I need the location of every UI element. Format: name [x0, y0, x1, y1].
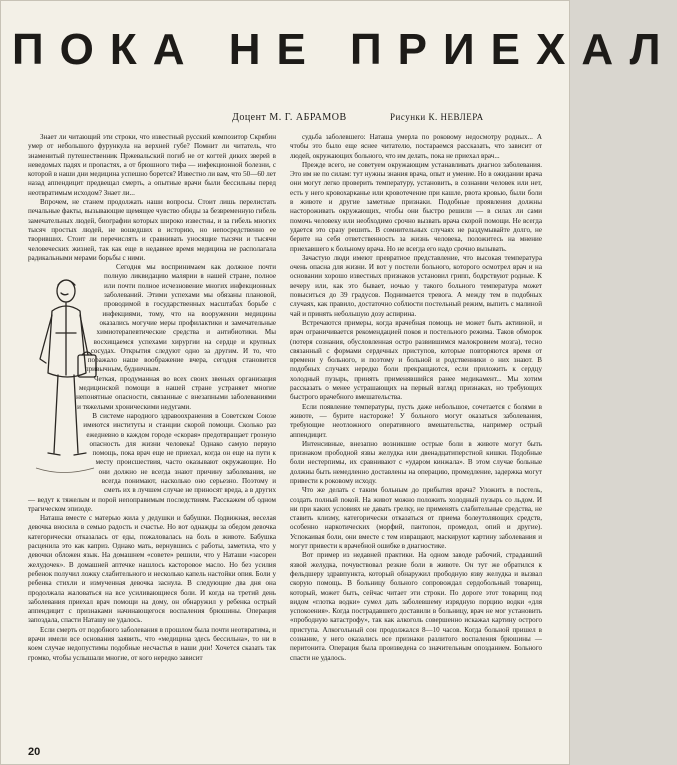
paragraph: Четкая, продуманная во всех своих звеньях организация медицинской помощи в нашей стране устраняет многие непонятные опасности, связанные с внезапными заболеваниями и тяжелыми хроническими недугами. [76, 374, 276, 411]
paragraph: Вот пример из недавней практики. На одном заводе рабочий, страдавший язвой желудка, почувствовал резкие боли в животе. Он тут же обратился к фельдшеру здравпункта, который обнаружил прободную язву желудка и вызвал скорую помощь. В больницу больного сопровождал сердобольный товарищ, который, может быть, сейчас читает эти строки. По дороге этот товарищ под видом «глотка водки» сумел дать заболевшему изрядную порцию водки «для успокоения». Когда пострадавшего доставили в больницу, врач не мог установить «прободную катастрофу», так как алкоголь совершенно искажал картину острого приступа. Алкогольный сон продолжался 8—10 часов. Когда больной пришел в сознание, у него оказались все признаки разлитого воспаления брюшины — перитонита. Операция была произведена со значительным опозданием. Больного спасти не удалось. [290, 551, 542, 662]
paragraph: В системе народного здравоохранения в Советском Союзе имеются институты и станции скорой помощи. Сколько раз ежедневно в каждом городе «скорая» предотвращает грозную опасность для жизни человека! Однако самую первую помощь, пока врач еще не приехал, когда он еще на пути к месту происшествия, часто оказывают окружающие. Но они должно не всегда знают причину заболевания, не всегда понимают, насколько оно серьезно. Поэтому и сметь их в лучшем случае не приносят вреда, а в других — ведут к тяжелым и порой непоправимым последствиям. Расскажем об одном трагическом эпизоде. [28, 411, 276, 513]
paragraph: Наташа вместе с матерью жила у дедушки и бабушки. Подвижная, веселая девочка вносила в семью радость и счастье. Но вот однажды за обедом девочка категорически отказалась от еды, пожаловалась на боль в животе. Бабушка расценила это как каприз. Однако мать, вернувшись с работы, заметила, что у девочки обложен язык. На домашнем «совете» решили, что у Наташи «засорен желудочек». В домашней аптечке нашлось касторовое масло. Но без усилия ребенок получил ложку слабительного и несколько капель настойки опия. Боли у ребенка стихли и измученная девочка заснула. В следующие два дня она продолжала жаловаться на все усиливающиеся боли. И когда на третий день заболевания приехал врач помощи на дому, он обнаружил у ребенка острый аппендицит с признаками начинающегося воспаления брюшины. Операция запоздала, спасти Наташу не удалось. [28, 514, 276, 625]
paragraph: Что же делать с таким больным до прибытия врача? Уложить в постель, создать полный покой. На живот можно положить холодный пузырь со льдом. И ни при каких условиях не давать грелку, не применять слабительные средства, не ставить клизму, категорически отказаться от приема болеутоляющих средств, особенно наркотических (морфий, пантопон, промедол, опий и другие). Успокаивая боли, они вместе с тем извращают, маскируют картину заболевания и могут привести к врачебной ошибке в диагностике. [290, 486, 542, 551]
paragraph: Прежде всего, не советуем окружающим устанавливать диагноз заболевания. Это им не по силам: тут нужны знания врача, опыт и умение. Но в ожидании врача они могут легко проверить температуру, установить, в сознании человек или нет, есть у него кровохарканье или кровотечение при кашле, рвота кровью, были боли в животе и другие заметные признаки. Подобные проявления должны настороживать окружающих, чтобы они быстро решили — в силах ли сами помочь человеку или необходимо срочно вызвать врача скорой помощи. Не всегда удается это сразу решить. В сомнительных случаях не раздумывайте долго, не берите на себя ответственность за жизнь человека, положитесь на мнение приехавшего к больному врача. Но не всегда его надо срочно вызывать. [290, 160, 542, 253]
paragraph: Зачастую люди имеют превратное представление, что высокая температура очень опасна для жизни. И вот у постели больного, которого осмотрел врач и на основании хорошо известных признаков установил грипп, бодрствуют родные. К вечеру или, как это бывает, ночью у такого больного температура может повыситься до 39 градусов. Поднимается тревога. А между тем в подобных случаях, как правило, достаточно соблюсти постельный режим, выпить с малиной чай и принять небольшую дозу аспирина. [290, 253, 542, 318]
doctor-illustration [28, 263, 98, 491]
article-title: ПОКА НЕ ПРИЕХАЛ [12, 25, 677, 74]
illustrator-credit: Рисунки К. НЕВЛЕРА [390, 112, 484, 122]
paragraph: Если смерть от подобного заболевания в прошлом была почти неотвратима, и врачи имели все основания заявить, что «медицина здесь бессильна», то ни в коем случае недопустимы подобные несчастья в наши дни! Хочется сказать так громко, чтобы услышали многие, от кого нередко зависит [28, 625, 276, 662]
paragraph: судьба заболевшего: Наташа умерла по роковому недосмотру родных... А чтобы это было еще яснее читателю, постараемся рассказать, что зависит от людей, окружающих больного, что им делать, пока не приехал врач... [290, 133, 542, 160]
paragraph: Сегодня мы воспринимаем как должное почти полную ликвидацию малярии в нашей стране, полное или почти полное исчезновение многих инфекционных заболеваний. Этими успехами мы обязаны плановой, проводимой в государственных масштабах борьбе с инфекциями, тому, что на вооружении медицины оказались могучие меры профилактики и замечательные химиотерапевтические средства и антибиотики. Мы восхищаемся успехами хирургии на сердце и крупных сосудах. Открытия следуют одно за другим. И то, что поражало наше воображение вчера, сегодня становится привычным, будничным. [84, 263, 276, 374]
right-column [290, 133, 542, 753]
left-column [28, 133, 276, 743]
paragraph: Знает ли читающий эти строки, что известный русский композитор Скрябин умер от небольшого фурункула на верхней губе? Помнит ли читатель, что знаменитый путешественник Пржевальский погиб не от когтей диких зверей в неведомых падях и пропастях, а от брюшного тифа — инфекционной болезни, с которой в наши дни медицина успешно борется? Известно ли вам, что 50—60 лет назад аппендицит предвещал смерть, а опытные врачи были бессильны перед неотвратимым исходом? Знает ли... [28, 133, 276, 197]
paragraph: Интенсивные, внезапно возникшие острые боли в животе могут быть признаком прободной язвы желудка или двенадцатиперстной кишки. Подобные боли нестерпимы, их сравнивают с «ударом кинжала». В этом случае больные должны быть немедленно доставлены на операцию, промедление, задержка могут привести к роковому исходу. [290, 439, 542, 485]
paragraph: Впрочем, не станем продолжать наши вопросы. Стоит лишь перелистать печальные факты, вызывающие щемящее чувство обиды за безвременную гибель замечательных людей, биографии которых широко известны, и за гибель многих тысяч простых людей, не вошедших в историю, но непосредственно ее творивших. Стоит ли перечислять и сравнивать уносящие тысячи и тысячи человеческих жизней, так как еще в недавнее время медицина не располагала радикальными мерами борьбы с ними. [28, 198, 276, 262]
paragraph: Если появление температуры, пусть даже небольшое, сочетается с болями в животе, — бурите настороже! У больного могут оказаться заболевания, требующие неотложного оперативного вмешательства, например острый аппендицит. [290, 402, 542, 439]
paragraph: Встречаются примеры, когда врачебная помощь не может быть активной, и врач ограничивается рекомендацией покоя и постельного режима. Таков обморок (потеря сознания, обусловленная остро развившимся малокровием мозга), тесно связанный с формами сердечных приступов, которые повторяются время от времени у больного, и поэтому и больной и родственники о них знают. В подобных случаях нередко боли прекращаются, если приложить к сердцу холодный пузырь, принять применявшийся ранее медикамент... Мы хотим рассказать о менее устрашающих на первый взгляд признаках, но требующих быстрого врачебного вмешательства. [290, 318, 542, 402]
author-byline: Доцент М. Г. АБРАМОВ [232, 112, 347, 123]
page-number: 20 [28, 746, 41, 758]
